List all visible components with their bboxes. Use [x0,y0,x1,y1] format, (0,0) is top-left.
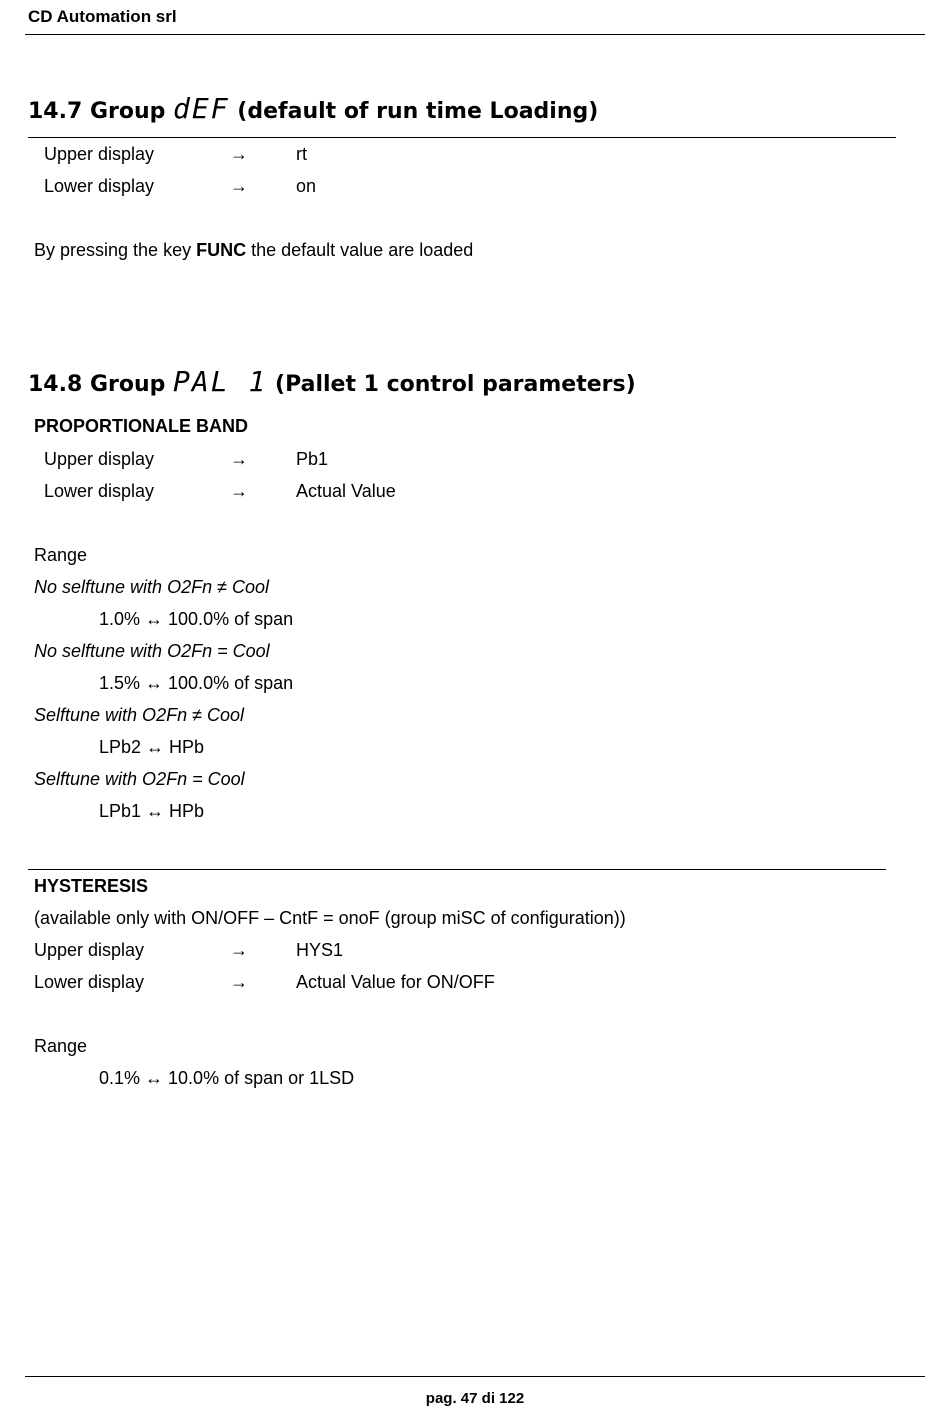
arrow-right-icon: → [230,972,248,992]
upper-display-value: HYS1 [296,940,344,960]
lower-display-value: Actual Value [296,481,396,501]
range-condition: Selftune with O2Fn = Cool [34,769,245,789]
range-condition: No selftune with O2Fn ≠ Cool [34,577,269,597]
upper-display-value: rt [296,144,307,164]
range-value: 1.0% ↔ 100.0% of span [99,609,294,629]
arrow-right-icon: → [230,144,248,164]
section-147-number: 14.7 Group [28,99,166,124]
range-condition: No selftune with O2Fn = Cool [34,641,270,661]
lower-display-value: Actual Value for ON/OFF [296,972,495,992]
upper-display-label: Upper display [44,144,155,164]
header-rule [25,34,925,35]
upper-display-label: Upper display [34,940,145,960]
upper-display-label: Upper display [44,449,155,469]
section-148-heading [28,365,636,398]
footer-rule [25,1376,925,1377]
range-value: LPb1 ↔ HPb [99,801,205,821]
range-value: LPb2 ↔ HPb [99,737,205,757]
arrow-right-icon: → [230,481,248,501]
lower-display-label: Lower display [34,972,145,992]
range-value: 0.1% ↔ 10.0% of span or 1LSD [99,1068,355,1088]
range-condition: Selftune with O2Fn ≠ Cool [34,705,244,725]
section-147-title: (default of run time Loading) [237,99,599,124]
page-number: pag. 47 di 122 [425,1390,525,1407]
company-name: CD Automation srl [28,7,177,26]
arrow-right-icon: → [230,449,248,469]
arrow-right-icon: → [230,176,248,196]
section-147-code: dEF [173,92,230,125]
lower-display-label: Lower display [44,176,155,196]
hysteresis-heading: HYSTERESIS [34,876,149,896]
section-148-title: (Pallet 1 control parameters) [275,372,636,397]
func-key: FUNC [196,240,247,260]
lower-display-label: Lower display [44,481,155,501]
range-label: Range [34,545,88,565]
range-label: Range [34,1036,88,1056]
lower-display-value: on [296,176,317,196]
hysteresis-rule [28,869,886,870]
proportional-band-heading: PROPORTIONALE BAND [34,416,249,436]
range-value: 1.5% ↔ 100.0% of span [99,673,294,693]
arrow-right-icon: → [230,940,248,960]
upper-display-value: Pb1 [296,449,329,469]
func-note: By pressing the key FUNC the default value are loaded [34,240,474,260]
section-148-code: PAL 1 [173,365,268,398]
section-148-number: 14.8 Group [28,372,166,397]
section-147-rule [28,137,896,138]
hysteresis-note: (available only with ON/OFF – CntF = onoF (group miSC of configuration)) [34,908,626,928]
section-147-heading [28,92,598,125]
